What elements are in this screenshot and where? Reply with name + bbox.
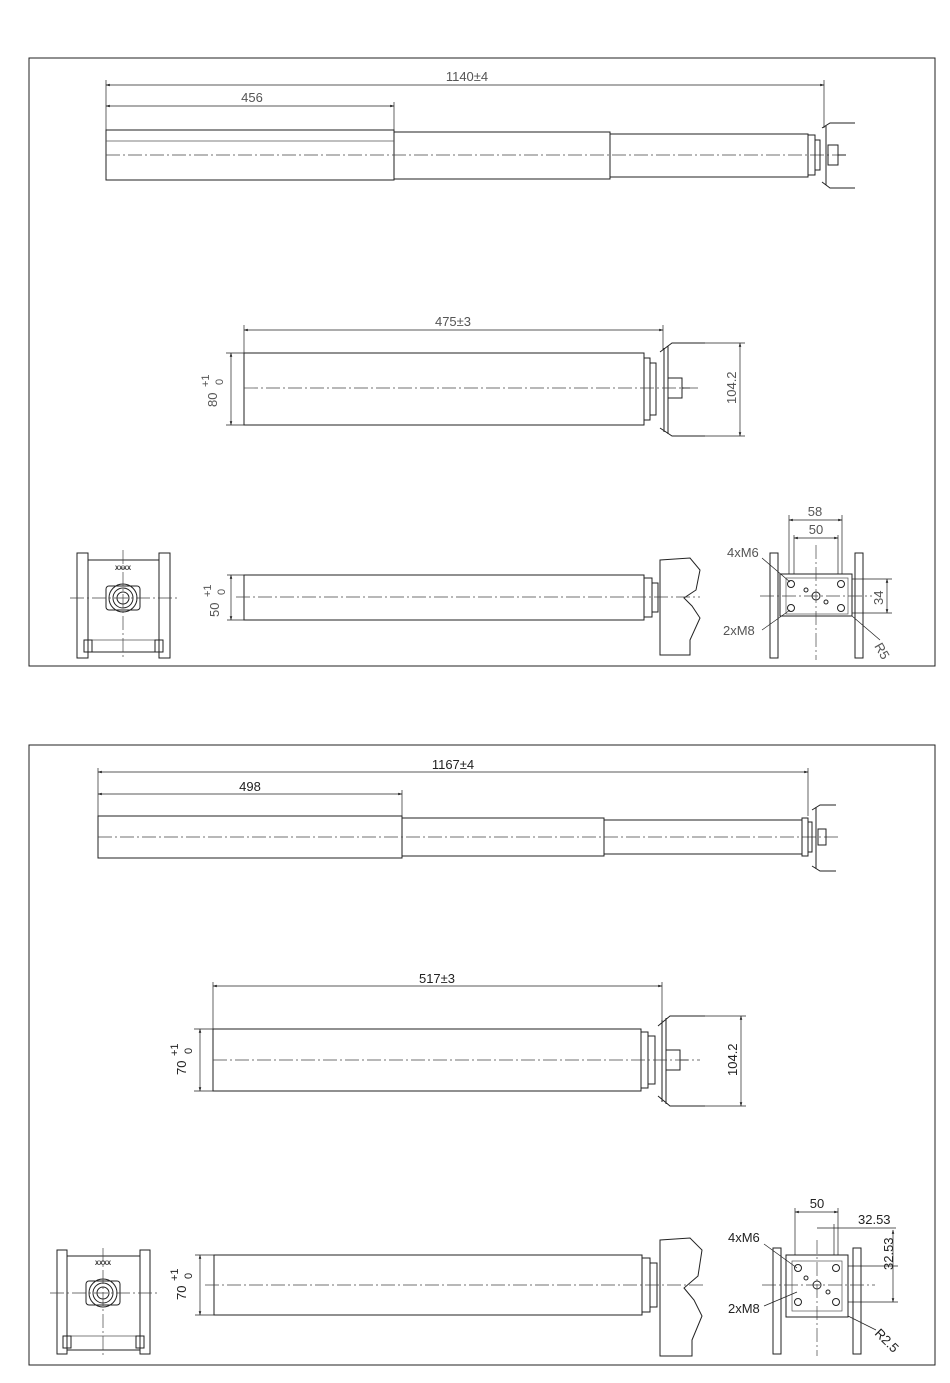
extended-view-1 bbox=[106, 69, 855, 188]
tube-dia2-minus-1: 0 bbox=[216, 588, 228, 595]
tube-dia-minus-1: 0 bbox=[214, 378, 226, 385]
plate-detail-2 bbox=[728, 1196, 902, 1356]
end-view-1 bbox=[70, 550, 178, 660]
tube-dia2-minus-2: 0 bbox=[183, 1272, 195, 1279]
thread-a-label-2: 4xM6 bbox=[728, 1230, 760, 1245]
extended-view-2 bbox=[98, 757, 840, 871]
end-marking-2: XXXX bbox=[94, 1261, 112, 1267]
plate-offset-y-label: 32.53 bbox=[881, 1237, 896, 1270]
radius-label-2: R2.5 bbox=[871, 1325, 902, 1356]
side-view-1 bbox=[202, 558, 700, 655]
tube-dia-plus-1: +1 bbox=[200, 374, 212, 387]
panel-1 bbox=[29, 58, 935, 666]
tube-dia2-plus-1: +1 bbox=[202, 584, 214, 597]
overall-length-label-1: 1140±4 bbox=[445, 69, 489, 84]
end-marking-1: XXXX bbox=[114, 566, 132, 572]
retracted-view-2 bbox=[169, 971, 746, 1106]
bracket-height-label-1: 104.2 bbox=[724, 371, 739, 404]
end-view-2 bbox=[50, 1248, 158, 1356]
tube-dia-minus-2: 0 bbox=[183, 1047, 195, 1054]
panel-2 bbox=[29, 745, 935, 1365]
tube-dia-nominal-1: 80 bbox=[205, 392, 220, 407]
side-view-2 bbox=[169, 1238, 705, 1356]
plate-offset-x-label: 32.53 bbox=[858, 1212, 891, 1227]
first-stage-length-label-2: 498 bbox=[239, 779, 261, 794]
plate-width-outer-label: 58 bbox=[807, 504, 823, 519]
plate-width-inner-label: 50 bbox=[808, 522, 824, 537]
bottom-row-2 bbox=[50, 1196, 902, 1356]
bracket-height-label-2: 104.2 bbox=[725, 1043, 740, 1076]
tube-dia-plus-2: +1 bbox=[169, 1043, 181, 1056]
tube-dia2-nominal-2: 70 bbox=[174, 1285, 189, 1300]
thread-b-label-1: 2xM8 bbox=[723, 623, 755, 638]
tube-dia-nominal-2: 70 bbox=[174, 1060, 189, 1075]
tube-dia2-plus-2: +1 bbox=[169, 1268, 181, 1281]
overall-length-label-2: 1167±4 bbox=[431, 757, 475, 772]
first-stage-length-label-1: 456 bbox=[241, 90, 263, 105]
radius-label-1: R5 bbox=[871, 640, 893, 662]
retracted-view-1 bbox=[200, 314, 745, 436]
plate-width-label-2: 50 bbox=[809, 1196, 825, 1211]
tube-dia2-nominal-1: 50 bbox=[207, 602, 222, 617]
retracted-length-label-2: 517±3 bbox=[418, 971, 456, 986]
bottom-row-1 bbox=[70, 504, 893, 662]
thread-a-label-1: 4xM6 bbox=[727, 545, 759, 560]
retracted-length-label-1: 475±3 bbox=[434, 314, 472, 329]
plate-detail-1 bbox=[723, 504, 893, 662]
thread-b-label-2: 2xM8 bbox=[728, 1301, 760, 1316]
panel-2-frame bbox=[29, 745, 935, 1365]
plate-height-label: 34 bbox=[871, 590, 886, 605]
